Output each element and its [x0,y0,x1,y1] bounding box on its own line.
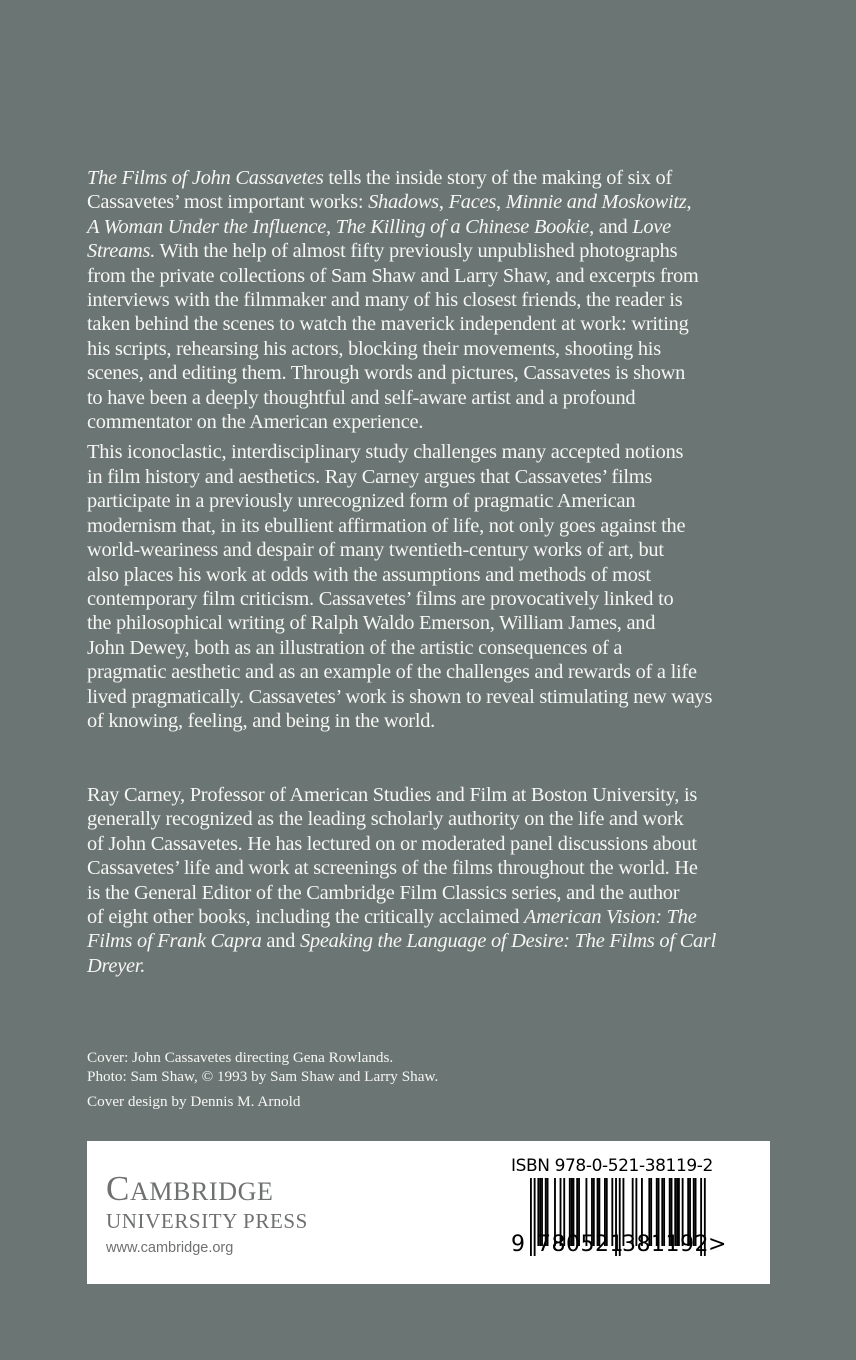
text-run: his scripts, rehearsing his actors, blocking their movements, shooting his [87,337,661,360]
text-line [87,410,787,434]
author-bio-paragraph [87,783,787,978]
text-run: scenes, and editing them. Through words and pictures, Cassavetes is shown [87,362,686,385]
text-run: This iconoclastic, interdisciplinary study challenges many accepted notions [87,441,684,464]
text-run: tells the inside story of the making of six of [323,167,672,189]
description-paragraph-2 [87,440,787,733]
text-line [87,264,787,288]
text-line [87,709,787,733]
barcode-guard-bar [530,1178,532,1256]
text-run: is the General Editor of the Cambridge Film Classics series, and the author [87,881,680,904]
text-run: of knowing, feeling, and being in the world. [87,709,436,732]
text-run: the philosophical writing of Ralph Waldo Emerson, William James, and [87,612,656,635]
text-run: John Dewey, both as an illustration of the artistic consequences of a [87,636,623,659]
publisher-logo [106,1169,308,1257]
text-line [87,881,787,905]
italic-title-run: A Woman Under the Influence [87,215,327,238]
italic-title-run: Speaking the Language of Desire: The Films of Carl [299,930,716,953]
publisher-subtitle: UNIVERSITY PRESS [106,1209,308,1233]
barcode-digits-left: 780521 [537,1232,624,1257]
text-line [87,361,787,385]
text-line [87,563,787,587]
text-run: commentator on the American experience. [87,411,424,434]
text-run: , [326,215,336,238]
text-run: participate in a previously unrecognized form of pragmatic American [87,490,636,513]
text-line [87,611,787,635]
italic-title-run: American Vision: The [524,906,697,929]
description-paragraph-1 [87,166,787,434]
text-line [87,465,787,489]
text-line [87,337,787,361]
publisher-name-rest: AMBRIDGE [129,1177,274,1206]
text-line [87,386,787,410]
italic-title-run: Minnie and Moskowitz [505,191,687,214]
text-line [87,685,787,709]
italic-title-run: The Killing of a Chinese Bookie [335,215,590,238]
text-run: in film history and aesthetics. Ray Carney argues that Cassavetes’ films [87,465,653,488]
text-run: , and [589,215,633,238]
text-run: world-weariness and despair of many twentieth-century works of art, but [87,539,664,562]
publisher-name [106,1169,308,1208]
publisher-website: www.cambridge.org [106,1240,234,1256]
barcode-quiet-zone-mark: > [708,1232,727,1257]
text-line [87,587,787,611]
text-run: , [496,191,506,214]
text-line [87,832,787,856]
text-run: Cassavetes’ most important works: [87,191,369,214]
publisher-name-initial: C [106,1169,130,1208]
text-run: of eight other books, including the critically acclaimed [87,906,525,929]
italic-title-run: Love [632,215,671,238]
barcode-digits-right: 381192 [622,1232,709,1257]
text-run: , [438,191,449,214]
text-line [87,660,787,684]
text-line [87,312,787,336]
text-run: Cassavetes’ life and work at screenings of the films throughout the world. He [87,857,698,880]
text-run: also places his work at odds with the assumptions and methods of most [87,563,651,586]
text-line [87,215,787,239]
text-run: generally recognized as the leading scholarly authority on the life and work [87,808,684,831]
text-run: of John Cassavetes. He has lectured on or moderated panel discussions about [87,832,697,855]
barcode-digit-first: 9 [511,1232,526,1257]
italic-title-run: Faces [448,191,496,214]
text-line [87,783,787,807]
author-bio [87,783,787,978]
text-line [87,166,787,190]
text-line [87,538,787,562]
text-line [87,856,787,880]
cover-credit: Cover: John Cassavetes directing Gena Rowlands. [87,1049,394,1066]
text-run: Ray Carney, Professor of American Studies and Film at Boston University, is [87,784,698,806]
text-line [87,288,787,312]
text-run: pragmatic aesthetic and as an example of the challenges and rewards of a life [87,661,697,684]
text-line [87,954,787,978]
text-run: , [686,191,692,214]
text-line [87,636,787,660]
text-run: modernism that, in its ebullient affirmation of life, not only goes against the [87,514,686,537]
cover-credits [87,1048,587,1111]
design-credit: Cover design by Dennis M. Arnold [87,1093,301,1110]
italic-title-run: Films of Frank Capra [87,930,262,953]
text-run: lived pragmatically. Cassavetes’ work is shown to reveal stimulating new ways [87,685,713,708]
text-line [87,807,787,831]
italic-title-run: The Films of John Cassavetes [87,167,324,189]
isbn-barcode [511,1156,761,1274]
text-line [87,440,787,464]
italic-title-run: Streams. [87,240,156,263]
text-line [87,905,787,929]
text-run: interviews with the filmmaker and many of his closest friends, the reader is [87,289,683,312]
text-run: With the help of almost fifty previously unpublished photographs [155,240,678,263]
text-run: taken behind the scenes to watch the maverick independent at work: writing [87,313,689,336]
italic-title-run: Shadows [368,191,439,214]
text-run: contemporary film criticism. Cassavetes’ films are provocatively linked to [87,587,674,610]
text-run: to have been a deeply thoughtful and self-aware artist and a profound [87,386,636,409]
text-line [87,514,787,538]
text-run: and [261,930,300,953]
photo-credit: Photo: Sam Shaw, © 1993 by Sam Shaw and Larry Shaw. [87,1068,439,1085]
barcode-guard-bar [534,1178,536,1256]
text-line [87,190,787,214]
book-description [87,166,787,733]
imprint-panel [87,1141,770,1284]
italic-title-run: Dreyer. [87,954,146,977]
text-run: from the private collections of Sam Shaw and Larry Shaw, and excerpts from [87,264,699,287]
text-line [87,239,787,263]
text-line [87,489,787,513]
isbn-label: ISBN 978-0-521-38119-2 [511,1156,713,1176]
text-line [87,929,787,953]
